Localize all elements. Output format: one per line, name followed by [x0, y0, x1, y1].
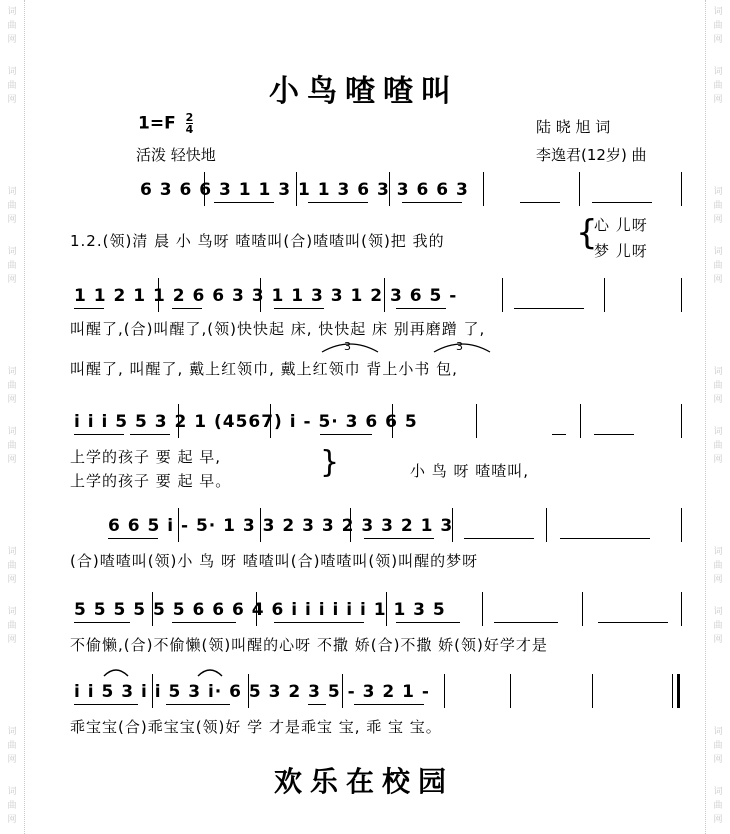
tie-arc: [102, 666, 130, 678]
watermark-char: 曲: [7, 381, 17, 391]
watermark-char: 词: [7, 607, 17, 617]
composer-credit: 李逸君(12岁) 曲: [536, 146, 647, 164]
note-underline: [308, 704, 326, 705]
bar-line: [256, 592, 257, 626]
watermark-char: 网: [7, 815, 17, 825]
watermark-char: 词: [713, 187, 723, 197]
bar-line: [476, 404, 477, 438]
watermark-char: 曲: [713, 441, 723, 451]
watermark-char: 曲: [7, 21, 17, 31]
final-bar-line: [677, 674, 680, 708]
bar-line: [681, 278, 682, 312]
watermark-char: 词: [713, 607, 723, 617]
watermark-char: 词: [7, 7, 17, 17]
watermark-char: 词: [7, 187, 17, 197]
bar-line: [296, 172, 297, 206]
note-underline: [494, 622, 558, 623]
watermark-char: 词: [713, 7, 723, 17]
time-signature-bottom: 4: [185, 123, 194, 136]
watermark-char: 曲: [713, 741, 723, 751]
notation-row-6: i i 5 3 i i 5 3 i· 6 5 3 2 3 5 - 3 2 1 -: [74, 682, 430, 702]
watermark-char: 词: [7, 727, 17, 737]
bar-line: [604, 278, 605, 312]
triplet-bracket: [320, 340, 380, 354]
watermark-char: 网: [713, 275, 723, 285]
lyric-line: 上学的孩子 要 起 早,: [70, 448, 222, 466]
bar-line: [483, 172, 484, 206]
bar-line: [350, 508, 351, 542]
note-underline: [598, 622, 668, 623]
watermark-char: 曲: [713, 81, 723, 91]
bar-line: [681, 404, 682, 438]
watermark-char: 词: [713, 727, 723, 737]
watermark-char: 曲: [713, 621, 723, 631]
tie-arc: [196, 666, 224, 678]
note-underline: [74, 622, 130, 623]
lyric-line: 叫醒了,(合)叫醒了,(领)快快起 床, 快快起 床 别再磨蹭 了,: [70, 320, 486, 338]
watermark-char: 曲: [713, 201, 723, 211]
lyricist-credit: 陆 晓 旭 词: [536, 118, 611, 136]
watermark-char: 网: [713, 395, 723, 405]
notation-row-4: 6 6 5 i - 5· 1 3 3 2 3 3 2 3 3 2 1 3: [108, 516, 454, 536]
notation-row-1: 6 3 6 6 3 1 1 3 1 1 3 6 3 3 6 6 3: [140, 180, 469, 200]
watermark-char: 曲: [7, 441, 17, 451]
note-underline: [74, 704, 138, 705]
bar-line: [579, 172, 580, 206]
note-underline: [74, 308, 104, 309]
watermark-char: 词: [7, 787, 17, 797]
lyric-line: 小 鸟 呀 喳喳叫,: [410, 462, 530, 480]
note-underline: [274, 622, 364, 623]
lyric-line: (合)喳喳叫(领)小 鸟 呀 喳喳叫(合)喳喳叫(领)叫醒的梦呀: [70, 552, 479, 570]
bar-line: [444, 674, 445, 708]
watermark-char: 网: [7, 635, 17, 645]
triplet-mark: 3: [456, 340, 463, 353]
note-underline: [354, 704, 424, 705]
watermark-char: 词: [713, 67, 723, 77]
key-label: 1=F: [138, 113, 176, 134]
note-underline: [130, 434, 170, 435]
triplet-mark: 3: [344, 340, 351, 353]
watermark-char: 词: [7, 547, 17, 557]
watermark-char: 曲: [7, 801, 17, 811]
bar-line: [580, 404, 581, 438]
bar-line: [260, 508, 261, 542]
watermark-char: 网: [7, 95, 17, 105]
watermark-char: 网: [713, 635, 723, 645]
watermark-char: 曲: [7, 201, 17, 211]
note-underline: [552, 434, 566, 435]
note-underline: [402, 202, 462, 203]
watermark-char: 曲: [7, 561, 17, 571]
note-underline: [464, 538, 534, 539]
watermark-char: 曲: [7, 621, 17, 631]
bar-line: [178, 508, 179, 542]
watermark-char: 曲: [7, 261, 17, 271]
notation-row-2: 1 1 2 1 1 2 6 6 3 3 1 1 3 3 1 2 3 6 5 -: [74, 286, 458, 306]
note-underline: [172, 308, 202, 309]
right-watermark-strip: [705, 0, 730, 834]
key-signature: [138, 112, 193, 135]
watermark-char: 网: [7, 755, 17, 765]
bar-line: [342, 674, 343, 708]
watermark-char: 曲: [713, 261, 723, 271]
bar-line: [482, 592, 483, 626]
bar-line: [384, 278, 385, 312]
triplet-bracket: [432, 340, 492, 354]
brace-lyric: 心 儿呀: [594, 216, 648, 234]
bar-line: [452, 508, 453, 542]
watermark-char: 网: [713, 215, 723, 225]
watermark-char: 词: [7, 247, 17, 257]
watermark-char: 网: [7, 35, 17, 45]
note-underline: [214, 202, 274, 203]
note-underline: [108, 538, 158, 539]
bar-line: [152, 592, 153, 626]
bar-line: [178, 404, 179, 438]
note-underline: [520, 202, 560, 203]
note-underline: [592, 202, 652, 203]
lyric-line: 叫醒了, 叫醒了, 戴上红领巾, 戴上红领巾 背上小书 包,: [70, 360, 458, 378]
bar-line: [270, 404, 271, 438]
time-signature: [186, 112, 194, 135]
watermark-char: 词: [7, 427, 17, 437]
bar-line: [248, 674, 249, 708]
lyric-line: 1.2.(领)清 晨 小 鸟呀 喳喳叫(合)喳喳叫(领)把 我的: [70, 232, 445, 250]
bar-line: [582, 592, 583, 626]
watermark-char: 网: [713, 815, 723, 825]
note-underline: [364, 538, 434, 539]
bar-line: [672, 674, 673, 708]
watermark-char: 词: [713, 787, 723, 797]
bar-line: [152, 674, 153, 708]
note-underline: [514, 308, 584, 309]
lyric-brace: {: [576, 213, 598, 253]
bar-line: [260, 278, 261, 312]
watermark-char: 词: [713, 367, 723, 377]
bar-line: [681, 592, 682, 626]
watermark-char: 词: [7, 367, 17, 377]
lyric-brace: }: [320, 445, 340, 480]
watermark-char: 网: [7, 395, 17, 405]
watermark-char: 网: [7, 215, 17, 225]
bar-line: [389, 172, 390, 206]
note-underline: [594, 434, 634, 435]
bar-line: [204, 172, 205, 206]
bar-line: [158, 278, 159, 312]
watermark-char: 词: [713, 247, 723, 257]
note-underline: [396, 308, 446, 309]
note-underline: [320, 434, 372, 435]
notation-row-5: 5 5 5 5 5 5 6 6 6 4 6 i i i i i i 1 1 3 5: [74, 600, 446, 620]
watermark-char: 词: [713, 547, 723, 557]
watermark-char: 曲: [7, 741, 17, 751]
left-watermark-strip: [0, 0, 25, 834]
watermark-char: 曲: [713, 561, 723, 571]
watermark-char: 网: [713, 35, 723, 45]
bar-line: [681, 508, 682, 542]
song-title: 小鸟喳喳叫: [269, 74, 459, 109]
note-underline: [172, 622, 236, 623]
bar-line: [681, 172, 682, 206]
bar-line: [392, 404, 393, 438]
bar-line: [546, 508, 547, 542]
bar-line: [502, 278, 503, 312]
lyric-line: 不偷懒,(合)不偷懒(领)叫醒的心呀 不撒 娇(合)不撒 娇(领)好学才是: [70, 636, 548, 654]
score-page: [24, 0, 706, 834]
note-underline: [396, 622, 460, 623]
bar-line: [386, 592, 387, 626]
watermark-char: 词: [713, 427, 723, 437]
note-underline: [560, 538, 650, 539]
watermark-char: 曲: [713, 21, 723, 31]
lyric-line: 乖宝宝(合)乖宝宝(领)好 学 才是乖宝 宝, 乖 宝 宝。: [70, 718, 442, 736]
bar-line: [510, 674, 511, 708]
watermark-char: 网: [713, 575, 723, 585]
watermark-char: 网: [7, 575, 17, 585]
watermark-char: 网: [7, 275, 17, 285]
watermark-char: 网: [713, 755, 723, 765]
note-underline: [74, 434, 124, 435]
bar-line: [592, 674, 593, 708]
lyric-line: 上学的孩子 要 起 早。: [70, 472, 232, 490]
watermark-char: 词: [7, 67, 17, 77]
time-signature-top: 2: [185, 111, 194, 124]
note-underline: [166, 704, 230, 705]
watermark-char: 网: [7, 455, 17, 465]
brace-lyric: 梦 儿呀: [594, 242, 648, 260]
note-underline: [308, 202, 368, 203]
note-underline: [274, 308, 324, 309]
watermark-char: 曲: [7, 81, 17, 91]
watermark-char: 网: [713, 455, 723, 465]
watermark-char: 网: [713, 95, 723, 105]
watermark-char: 曲: [713, 801, 723, 811]
notation-row-3: i i i 5 5 3 2 1 (4567) i - 5· 3 6 6 5: [74, 412, 418, 432]
tempo-marking: 活泼 轻快地: [136, 146, 216, 164]
watermark-char: 曲: [713, 381, 723, 391]
next-song-title: 欢乐在校园: [274, 765, 455, 798]
